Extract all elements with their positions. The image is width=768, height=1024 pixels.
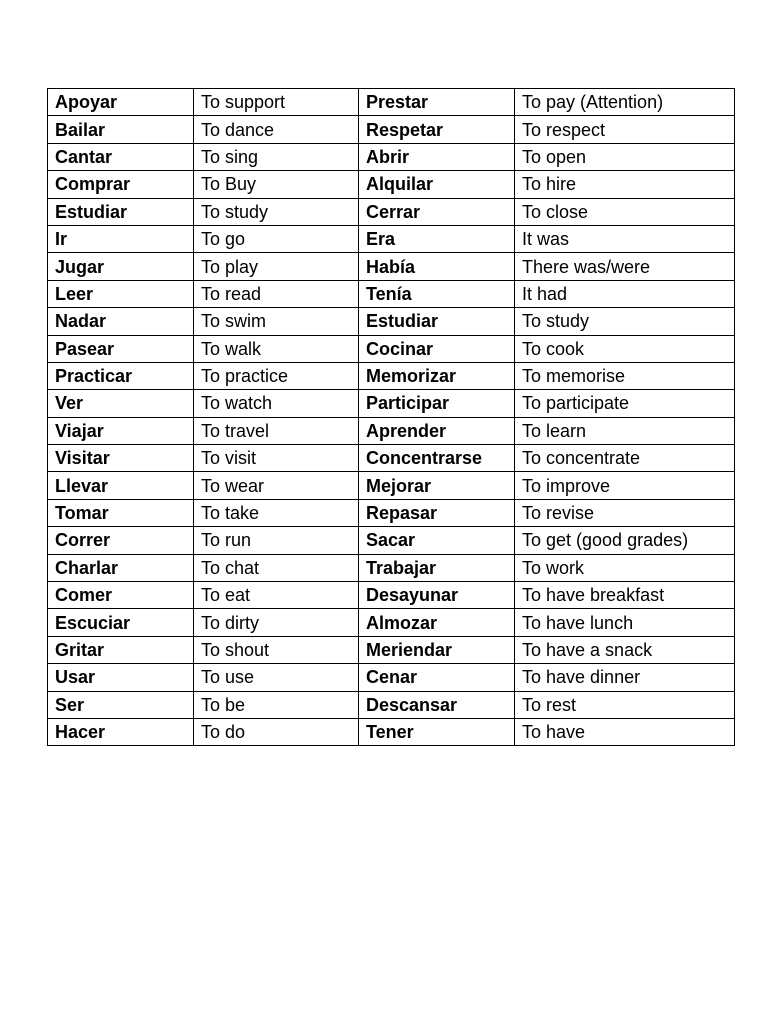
table-row (48, 554, 735, 581)
right-spanish-verb: Mejorar (359, 472, 515, 499)
right-spanish-verb: Almozar (359, 609, 515, 636)
right-spanish-verb: Cerrar (359, 198, 515, 225)
right-spanish-verb: Respetar (359, 116, 515, 143)
table-row (48, 636, 735, 663)
right-english-translation: There was/were (515, 253, 735, 280)
left-english-translation: To dirty (194, 609, 359, 636)
right-english-translation: To have (515, 718, 735, 745)
table-row (48, 472, 735, 499)
left-english-translation: To walk (194, 335, 359, 362)
right-english-translation: To participate (515, 390, 735, 417)
left-english-translation: To chat (194, 554, 359, 581)
right-english-translation: It was (515, 225, 735, 252)
right-english-translation: To cook (515, 335, 735, 362)
table-row (48, 390, 735, 417)
vocabulary-table (47, 88, 735, 746)
right-spanish-verb: Sacar (359, 527, 515, 554)
right-spanish-verb: Era (359, 225, 515, 252)
right-spanish-verb: Descansar (359, 691, 515, 718)
left-spanish-verb: Nadar (48, 308, 194, 335)
right-english-translation: To work (515, 554, 735, 581)
table-row (48, 143, 735, 170)
left-english-translation: To wear (194, 472, 359, 499)
left-spanish-verb: Pasear (48, 335, 194, 362)
left-spanish-verb: Ir (48, 225, 194, 252)
left-english-translation: To Buy (194, 171, 359, 198)
table-row (48, 225, 735, 252)
right-spanish-verb: Memorizar (359, 362, 515, 389)
right-spanish-verb: Cocinar (359, 335, 515, 362)
right-spanish-verb: Trabajar (359, 554, 515, 581)
table-row (48, 691, 735, 718)
right-english-translation: To revise (515, 499, 735, 526)
right-spanish-verb: Prestar (359, 89, 515, 116)
right-english-translation: To have breakfast (515, 582, 735, 609)
left-english-translation: To dance (194, 116, 359, 143)
right-english-translation: To open (515, 143, 735, 170)
left-english-translation: To practice (194, 362, 359, 389)
left-english-translation: To travel (194, 417, 359, 444)
right-english-translation: To concentrate (515, 445, 735, 472)
left-english-translation: To do (194, 718, 359, 745)
left-english-translation: To be (194, 691, 359, 718)
left-english-translation: To go (194, 225, 359, 252)
left-spanish-verb: Estudiar (48, 198, 194, 225)
left-english-translation: To sing (194, 143, 359, 170)
right-english-translation: To memorise (515, 362, 735, 389)
left-spanish-verb: Escuciar (48, 609, 194, 636)
left-spanish-verb: Tomar (48, 499, 194, 526)
left-english-translation: To swim (194, 308, 359, 335)
left-spanish-verb: Comer (48, 582, 194, 609)
table-row (48, 609, 735, 636)
left-spanish-verb: Jugar (48, 253, 194, 280)
right-english-translation: To close (515, 198, 735, 225)
left-spanish-verb: Llevar (48, 472, 194, 499)
table-row (48, 253, 735, 280)
right-english-translation: To get (good grades) (515, 527, 735, 554)
right-english-translation: To have lunch (515, 609, 735, 636)
left-english-translation: To support (194, 89, 359, 116)
left-english-translation: To watch (194, 390, 359, 417)
right-spanish-verb: Tenía (359, 280, 515, 307)
right-english-translation: To have dinner (515, 664, 735, 691)
right-spanish-verb: Abrir (359, 143, 515, 170)
left-english-translation: To run (194, 527, 359, 554)
left-spanish-verb: Correr (48, 527, 194, 554)
right-spanish-verb: Había (359, 253, 515, 280)
right-spanish-verb: Repasar (359, 499, 515, 526)
right-spanish-verb: Meriendar (359, 636, 515, 663)
right-english-translation: It had (515, 280, 735, 307)
right-english-translation: To respect (515, 116, 735, 143)
left-spanish-verb: Usar (48, 664, 194, 691)
table-row (48, 718, 735, 745)
right-spanish-verb: Alquilar (359, 171, 515, 198)
table-row (48, 116, 735, 143)
left-spanish-verb: Apoyar (48, 89, 194, 116)
left-spanish-verb: Practicar (48, 362, 194, 389)
left-english-translation: To play (194, 253, 359, 280)
left-english-translation: To read (194, 280, 359, 307)
left-english-translation: To take (194, 499, 359, 526)
table-row (48, 664, 735, 691)
left-spanish-verb: Ver (48, 390, 194, 417)
right-spanish-verb: Participar (359, 390, 515, 417)
right-english-translation: To improve (515, 472, 735, 499)
right-spanish-verb: Desayunar (359, 582, 515, 609)
right-spanish-verb: Aprender (359, 417, 515, 444)
right-english-translation: To pay (Attention) (515, 89, 735, 116)
right-english-translation: To learn (515, 417, 735, 444)
left-spanish-verb: Cantar (48, 143, 194, 170)
left-english-translation: To eat (194, 582, 359, 609)
table-row (48, 198, 735, 225)
table-row (48, 582, 735, 609)
left-spanish-verb: Hacer (48, 718, 194, 745)
left-spanish-verb: Viajar (48, 417, 194, 444)
table-row (48, 171, 735, 198)
left-english-translation: To visit (194, 445, 359, 472)
table-row (48, 89, 735, 116)
table-row (48, 417, 735, 444)
right-spanish-verb: Concentrarse (359, 445, 515, 472)
left-spanish-verb: Leer (48, 280, 194, 307)
left-spanish-verb: Comprar (48, 171, 194, 198)
left-english-translation: To use (194, 664, 359, 691)
left-spanish-verb: Gritar (48, 636, 194, 663)
right-english-translation: To have a snack (515, 636, 735, 663)
table-row (48, 499, 735, 526)
table-row (48, 527, 735, 554)
left-english-translation: To study (194, 198, 359, 225)
table-row (48, 280, 735, 307)
table-row (48, 362, 735, 389)
vocabulary-table-body (48, 89, 735, 746)
left-spanish-verb: Ser (48, 691, 194, 718)
left-spanish-verb: Charlar (48, 554, 194, 581)
table-row (48, 308, 735, 335)
right-spanish-verb: Cenar (359, 664, 515, 691)
left-english-translation: To shout (194, 636, 359, 663)
right-spanish-verb: Tener (359, 718, 515, 745)
left-spanish-verb: Visitar (48, 445, 194, 472)
right-english-translation: To hire (515, 171, 735, 198)
right-english-translation: To study (515, 308, 735, 335)
left-spanish-verb: Bailar (48, 116, 194, 143)
table-row (48, 335, 735, 362)
right-english-translation: To rest (515, 691, 735, 718)
right-spanish-verb: Estudiar (359, 308, 515, 335)
table-row (48, 445, 735, 472)
